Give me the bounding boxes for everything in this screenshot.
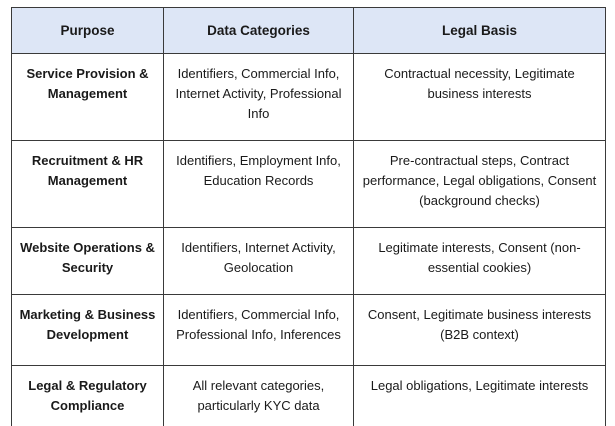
- data-categories-cell: Identifiers, Commercial Info, Professional Info, Inferences: [164, 295, 354, 366]
- table-row: [12, 54, 606, 141]
- table-row: [12, 366, 606, 426]
- table-row: [12, 141, 606, 228]
- data-categories-cell: Identifiers, Internet Activity, Geolocation: [164, 228, 354, 295]
- table-row: [12, 295, 606, 366]
- data-categories-cell: Identifiers, Employment Info, Education Records: [164, 141, 354, 228]
- legal-basis-cell: Contractual necessity, Legitimate business interests: [354, 54, 606, 141]
- header-purpose: Purpose: [12, 8, 164, 54]
- data-categories-cell: All relevant categories, particularly KYC data: [164, 366, 354, 426]
- data-processing-table: [11, 7, 606, 426]
- legal-basis-cell: Consent, Legitimate business interests (B2B context): [354, 295, 606, 366]
- table-row: [12, 228, 606, 295]
- purpose-cell: Marketing & Business Development: [12, 295, 164, 366]
- table-body: [12, 54, 606, 426]
- legal-basis-cell: Legitimate interests, Consent (non-essential cookies): [354, 228, 606, 295]
- purpose-cell: Website Operations & Security: [12, 228, 164, 295]
- legal-basis-cell: Pre-contractual steps, Contract performance, Legal obligations, Consent (background checks): [354, 141, 606, 228]
- header-legal-basis: Legal Basis: [354, 8, 606, 54]
- header-data-categories: Data Categories: [164, 8, 354, 54]
- purpose-cell: Service Provision & Management: [12, 54, 164, 141]
- data-processing-table-container: [11, 7, 605, 426]
- purpose-cell: Legal & Regulatory Compliance: [12, 366, 164, 426]
- purpose-cell: Recruitment & HR Management: [12, 141, 164, 228]
- table-header: [12, 8, 606, 54]
- header-row: [12, 8, 606, 54]
- legal-basis-cell: Legal obligations, Legitimate interests: [354, 366, 606, 426]
- data-categories-cell: Identifiers, Commercial Info, Internet Activity, Professional Info: [164, 54, 354, 141]
